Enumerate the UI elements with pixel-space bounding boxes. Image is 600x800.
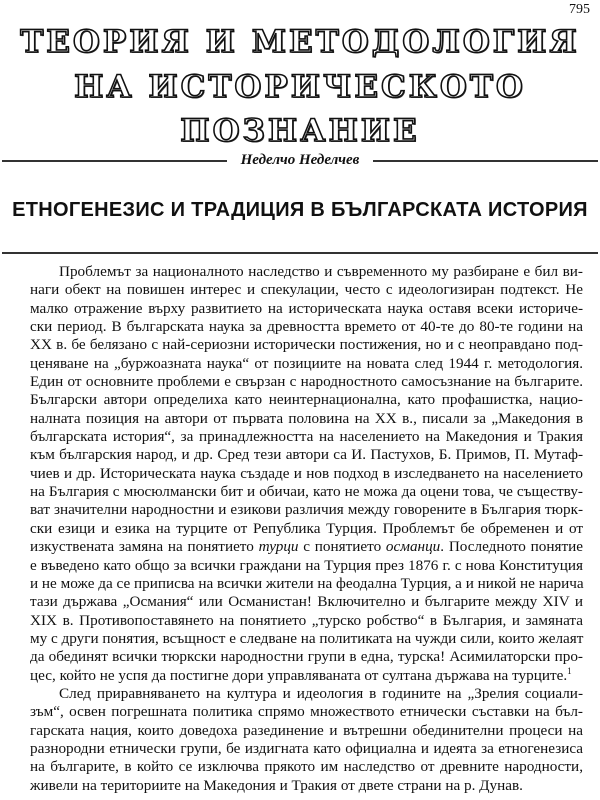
article-title: ЕТНОГЕНЕЗИС И ТРАДИЦИЯ В БЪЛГАРСКАТА ИСТОРИЯ xyxy=(12,199,588,221)
body-line: живели на териториите на Македония и Тракия от двете страни на р. Дунав. xyxy=(30,776,523,794)
body-line: и не може да се приписва на всички жители на феодална Турция, а и никой не нарича xyxy=(30,574,584,592)
body-line: ват значителни народностни и езикови различия между говорените в България тюрк- xyxy=(30,501,583,519)
text: изкуствената замяна на понятието xyxy=(30,538,259,556)
body-line xyxy=(30,538,583,556)
body-line: гарската нация, които доведоха разединение и вътрешни обединителни процеси на xyxy=(30,721,583,739)
body-line: чиев и др. Историческата наука създаде и нов подход в изследването на населението xyxy=(30,464,583,482)
body-line: ски езици и езика на турците от Република Турция. Проблемът бе обременен и от xyxy=(30,519,583,537)
body-line: Проблемът за националното наследство и съвременното му разбиране е бил ви- xyxy=(59,263,583,280)
divider-bottom xyxy=(2,252,598,254)
body-line: XIX в. Противопоставянето на понятието „турско робство“ в България, и замяната xyxy=(30,611,583,629)
body-line: налната позиция на автори от първата половина на XX в., писали за „Македония в xyxy=(30,409,583,427)
body-line: След приравняването на култура и идеология в годините на „Зрелия социали- xyxy=(59,684,583,702)
body-line: на България с мюсюлмански бит и обичаи, като не можа да оцени това, че съществу- xyxy=(30,483,583,501)
body-line: ценяване на „буржоазната наука“ от позициите на новата след 1944 г. методология. xyxy=(30,354,583,372)
italic-term: турци xyxy=(258,538,299,556)
body-line: на българите, в който се изключва прякото им наследство от древните народности, xyxy=(30,758,583,776)
body-line: малко отражение върху развитието на историческата наука оставя всеки историче- xyxy=(30,299,583,317)
body-line: е въведено като общо за всички граждани на Турция през 1876 г. с нова Конституция xyxy=(30,556,583,574)
italic-term: османци xyxy=(385,538,441,556)
text: цес, който не успя да постигне дори управляваната от султана държава на турците. xyxy=(30,666,568,684)
section-title-line-2: НА ИСТОРИЧЕСКОТО xyxy=(74,69,526,105)
text: . Последното понятие xyxy=(440,538,583,556)
body-line: разнородни етнически групи, бе издигната като официална и идеята за етногенезиса xyxy=(30,739,583,757)
footnote-ref[interactable]: 1 xyxy=(567,665,572,676)
section-title-line-3: ПОЗНАНИЕ xyxy=(180,113,420,149)
body-line: зъм“, освен погрешната политика спрямо множеството етнически съставки на бъл- xyxy=(30,703,583,721)
paragraph-2 xyxy=(30,685,583,795)
body-line: българската история“, за принадлежността на населението на Македония и Тракия xyxy=(30,428,583,446)
paragraph-1 xyxy=(30,263,583,538)
body-line: Един от основните проблеми е свързан с народностното самосъзнание на българите. xyxy=(30,373,583,391)
body-line: към българския народ, и др. Сред тези автори са И. Пастухов, Б. Примов, П. Мутаф- xyxy=(30,446,583,464)
body-line: ски период. В българската наука за древността времето от 40-те до 80-те години на xyxy=(30,318,583,336)
body-line: наги обект на повишен интерес и спекулации, често с идеологизиран подтекст. Не xyxy=(30,281,583,299)
section-title-line-1: ТЕОРИЯ И МЕТОДОЛОГИЯ xyxy=(20,24,580,60)
body-line: му с други понятия, всъщност е следване на политиката на чужди сили, които желаят xyxy=(30,629,584,647)
paragraph-1-rest xyxy=(30,557,583,667)
body-line: да обединят всички тюркски народностни групи в една, турска! Асимилаторски про- xyxy=(30,648,583,666)
body-line: XX в. бе белязано с най-сериозни исторически постижения, но и с неоправдано под- xyxy=(30,336,583,354)
body-line: Български автори определиха като неинтернационална, като профашистка, нацио- xyxy=(30,391,583,409)
author-name: Неделчо Неделчев xyxy=(240,152,360,168)
page-number: 795 xyxy=(569,2,590,17)
body-line: тази държава „Османия“ или Османистан! Включително и българите между XIV и xyxy=(30,593,583,611)
divider-left xyxy=(2,160,227,162)
body-line xyxy=(30,667,583,685)
author-row xyxy=(2,152,598,169)
divider-right xyxy=(373,160,598,162)
text: с понятието xyxy=(298,538,386,556)
article-body xyxy=(30,263,583,795)
